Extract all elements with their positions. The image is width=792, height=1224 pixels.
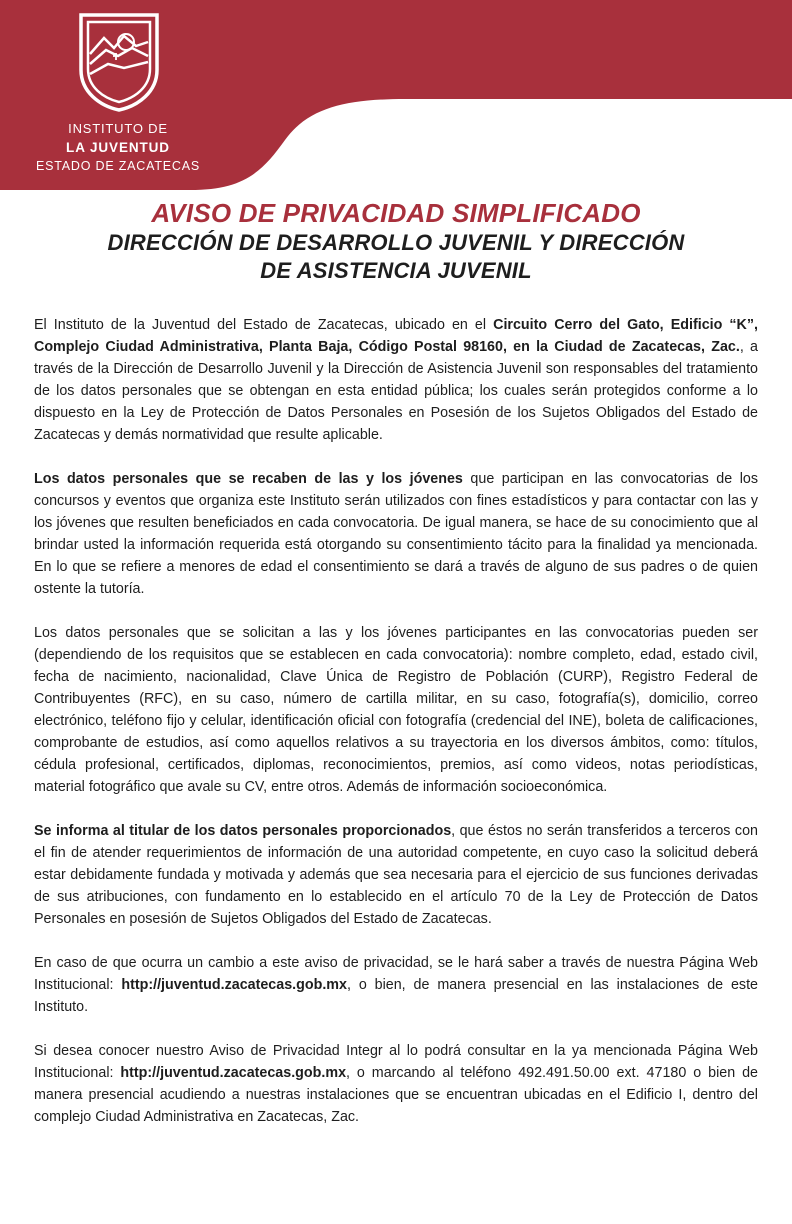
paragraph-location bbox=[34, 314, 758, 446]
paragraph-text: El Instituto de la Juventud del Estado de Zacatecas, ubicado en el bbox=[34, 317, 494, 333]
subtitle-line1: DIRECCIÓN DE DESARROLLO JUVENIL Y DIRECCIÓN bbox=[107, 230, 685, 255]
shield-mountain-icon bbox=[78, 12, 160, 112]
org-name-line2: LA JUVENTUD bbox=[66, 140, 170, 155]
page-title: AVISO DE PRIVACIDAD SIMPLIFICADO bbox=[151, 198, 641, 228]
paragraph-changes bbox=[34, 952, 758, 1018]
paragraph-text: Si desea conocer nuestro Aviso de Privacidad Integr al lo podrá consultar en la ya mencionada Página Web Institucional: bbox=[34, 1043, 758, 1081]
paragraph-text: En caso de que ocurra un cambio a este aviso de privacidad, se le hará saber a través de nuestra Página Web Institucional: bbox=[34, 955, 758, 993]
subtitle-line2: DE ASISTENCIA JUVENIL bbox=[260, 258, 532, 283]
paragraph-transfers bbox=[34, 820, 758, 930]
paragraph-text: que participan en las convocatorias de los concursos y eventos que organiza este Instituto serán utilizados con fines estadísticos y para contactar con las y los jóvenes que resulten beneficiados en cada convocatoria. De igual manera, se hace de su conocimiento que al brindar usted la información requerida está otorgando su consentimiento tácito para la finalidad ya mencionada. En lo que se refiere a menores de edad el consentimiento se dará a través de alguno de sus padres o de quien ostente la tutoría. bbox=[34, 471, 758, 597]
paragraph-text: Los datos personales que se solicitan a las y los jóvenes participantes en las convocatorias pueden ser (dependiendo de los requisitos que se establecen en cada convocatoria): nombre completo, edad, estado civil, fecha de nacimiento, nacionalidad, Clave Única de Registro de Población (CURP), Registro Federal de Contribuyentes (RFC), en su caso, número de cartilla militar, en su caso, fotografía(s), domicilio, correo electrónico, teléfono fijo y celular, identificación oficial con fotografía (credencial del INE), boleta de calificaciones, comprobante de estudios, así como aquellos relativos a su trayectoria en los diversos ámbitos, como: títulos, cédula profesional, certificados, diplomas, reconocimientos, premios, así como videos, notas periodísticas, material fotográfico que avale su CV, entre otros. Además de información socioeconómica. bbox=[34, 625, 758, 795]
website-link[interactable]: http://juventud.zacatecas.gob.mx bbox=[120, 1065, 347, 1081]
paragraph-text: , o bien, de manera presencial en las instalaciones de este Instituto. bbox=[34, 977, 758, 1015]
paragraph-text: , a través de la Dirección de Desarrollo Juvenil y la Dirección de Asistencia Juvenil son responsables del tratamiento de los datos personales que se obtengan en esta entidad pública; los cuales serán protegidos conforme a lo dispuesto en la Ley de Protección de Datos Personales en Posesión de los Sujetos Obligados del Estado de Zacatecas y demás normatividad que resulte aplicable. bbox=[34, 339, 758, 443]
org-name bbox=[22, 119, 214, 176]
paragraph-text: , o marcando al teléfono 492.491.50.00 ext. 47180 o bien de manera presencial acudiendo a nuestras instalaciones que se encuentran ubicadas en el Edificio I, dentro del complejo Ciudad Administrativa en Zacatecas, Zac. bbox=[34, 1065, 758, 1125]
address-text: Circuito Cerro del Gato, Edificio “K”, Complejo Ciudad Administrativa, Planta Baja, Código Postal 98160, en la Ciudad de Zacatecas, Zac. bbox=[34, 317, 759, 355]
document-body bbox=[34, 314, 758, 1150]
website-link[interactable]: http://juventud.zacatecas.gob.mx bbox=[121, 977, 347, 993]
paragraph-text: , que éstos no serán transferidos a terceros con el fin de atender requerimientos de información de una autoridad competente, en cuyo caso la solicitud deberá estar debidamente fundada y motivada y además que sea necesaria para el ejercicio de sus funciones derivadas de sus atribuciones, con fundamento en lo establecido en el artículo 70 de la Ley de Protección de Datos Personales en posesión de Sujetos Obligados del Estado de Zacatecas. bbox=[34, 823, 758, 927]
paragraph-lead: Los datos personales que se recaben de las y los jóvenes bbox=[34, 471, 463, 487]
paragraph-lead: Se informa al titular de los datos personales proporcionados bbox=[34, 823, 452, 839]
paragraph-full-notice bbox=[34, 1040, 758, 1128]
org-name-line1: INSTITUTO DE bbox=[68, 121, 168, 136]
document-titles bbox=[0, 198, 792, 285]
paragraph-data-requested bbox=[34, 622, 758, 798]
org-name-line3: ESTADO DE ZACATECAS bbox=[35, 159, 201, 173]
paragraph-purpose bbox=[34, 468, 758, 600]
